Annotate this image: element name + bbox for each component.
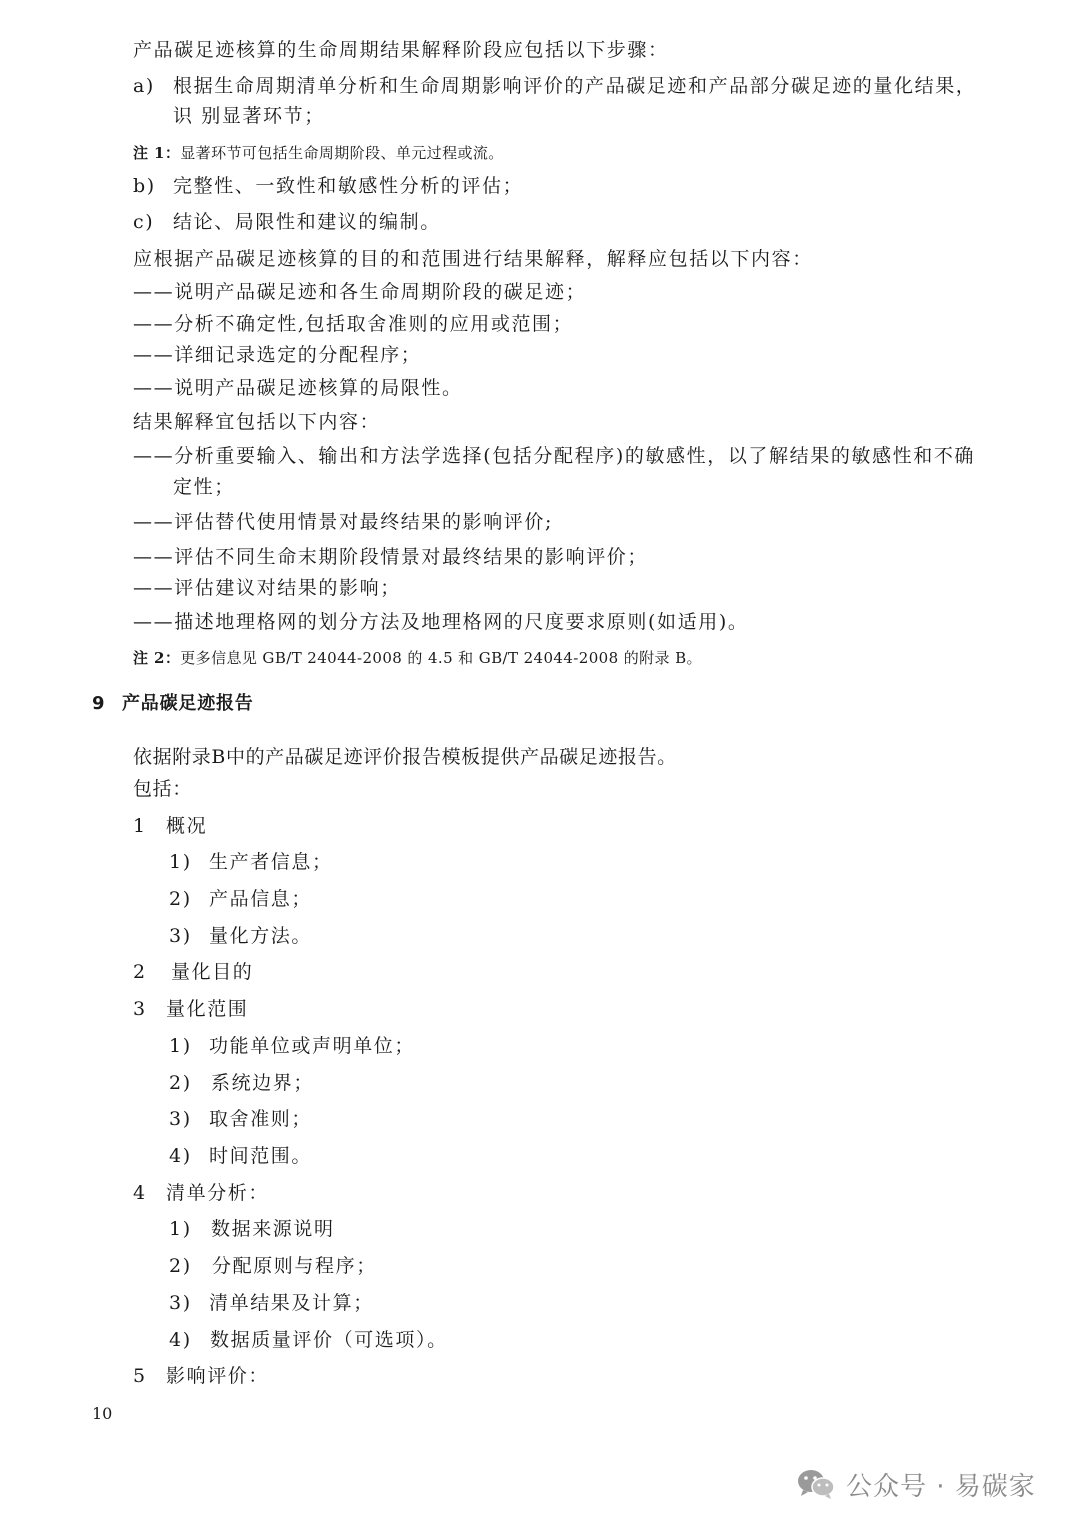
step-c [133,210,441,234]
list-item: ——评估建议对结果的影响； [133,577,401,599]
outline-subitem [169,1254,377,1278]
outline-num: 1 [133,815,147,837]
outline-text: 系统边界； [211,1072,315,1094]
note-2-prefix: 注 2： [133,649,181,667]
outline-text: 分配原则与程序； [212,1255,377,1277]
outline-item [133,1181,269,1205]
outline-num: 1) [169,1035,192,1057]
outline-num: 1) [169,851,192,873]
step-b-text: 完整性、一致性和敏感性分析的评估； [173,175,524,197]
outline-subitem [169,1071,314,1095]
outline-subitem [169,1144,312,1168]
section9-includes: 包括： [133,778,192,800]
outline-num: 4) [169,1145,192,1167]
outline-subitem [169,1107,312,1131]
outline-num: 2) [169,1072,192,1094]
list-item: ——分析不确定性,包括取舍准则的应用或范围； [133,313,574,335]
outline-text: 数据来源说明 [211,1218,335,1240]
list-item: ——说明产品碳足迹核算的局限性。 [133,377,463,399]
outline-num: 4 [133,1182,147,1204]
outline-subitem [169,1291,374,1315]
list-item: ——评估不同生命末期阶段情景对最终结果的影响评价； [133,546,649,568]
list-item: ——描述地理格网的划分方法及地理格网的尺度要求原则(如适用)。 [133,611,749,633]
step-a-label: a) [133,75,155,97]
section9-intro: 依据附录B中的产品碳足迹评价报告模板提供产品碳足迹报告。 [133,746,677,768]
outline-num: 2 [133,961,147,983]
step-b-label: b) [133,175,156,197]
step-a-text: 根据生命周期清单分析和生命周期影响评价的产品碳足迹和产品部分碳足迹的量化结果， [173,75,977,97]
outline-text: 数据质量评价（可选项）。 [210,1329,448,1351]
outline-num: 2) [169,1255,192,1277]
step-c-text: 结论、局限性和建议的编制。 [173,211,441,233]
section-title: 产品碳足迹报告 [122,693,254,714]
step-c-label: c) [133,211,155,233]
step-b [133,174,523,198]
list-item: ——详细记录选定的分配程序； [133,344,422,366]
outline-text: 清单分析： [166,1182,270,1204]
outline-num: 3) [169,1292,192,1314]
outline-text: 量化方法。 [209,925,313,947]
outline-num: 3) [169,1108,192,1130]
outline-num: 1) [169,1218,192,1240]
outline-text: 影响评价： [166,1365,270,1387]
watermark-text: 公众号 · 易碳家 [846,1471,1036,1502]
should-intro: 结果解释宜包括以下内容： [133,411,381,433]
outline-item [133,814,207,838]
list-item: ——评估替代使用情景对最终结果的影响评价; [133,511,554,533]
outline-text: 生产者信息； [209,851,333,873]
step-a [133,74,976,98]
outline-subitem [169,887,312,911]
page-number: 10 [92,1404,113,1423]
step-a-continuation: 识 别显著环节； [173,105,325,127]
outline-subitem [169,1217,335,1241]
note-1 [133,141,504,165]
section-9-heading [92,692,254,716]
note-2-text: 更多信息见 GB/T 24044-2008 的 4.5 和 GB/T 24044-2008 的附录 B。 [180,649,702,667]
outline-num: 4) [169,1329,192,1351]
outline-text: 取舍准则； [209,1108,313,1130]
outline-subitem [169,1034,415,1058]
list-item: ——分析重要输入、输出和方法学选择(包括分配程序)的敏感性，以了解结果的敏感性和不确 [133,445,976,467]
outline-text: 产品信息； [209,888,313,910]
outline-text: 量化范围 [166,998,249,1020]
outline-item [133,1364,269,1388]
outline-text: 量化目的 [171,961,254,983]
wechat-icon [796,1467,836,1501]
note-1-prefix: 注 1： [133,144,181,162]
outline-num: 5 [133,1365,147,1387]
note-2 [133,646,702,670]
list-item-continuation: 定性； [173,476,235,498]
outline-num: 3) [169,925,192,947]
note-1-text: 显著环节可包括生命周期阶段、单元过程或流。 [180,144,504,162]
outline-num: 3 [133,998,147,1020]
list-item: ——说明产品碳足迹和各生命周期阶段的碳足迹； [133,281,587,303]
outline-text: 概况 [166,815,208,837]
outline-subitem [169,850,333,874]
outline-num: 2) [169,888,192,910]
outline-item [133,997,248,1021]
outline-subitem [169,1328,448,1352]
section8-intro: 产品碳足迹核算的生命周期结果解释阶段应包括以下步骤： [133,39,669,61]
outline-item [133,960,253,984]
interpret-intro: 应根据产品碳足迹核算的目的和范围进行结果解释，解释应包括以下内容： [133,248,813,270]
section-number: 9 [92,693,106,714]
outline-text: 时间范围。 [209,1145,313,1167]
watermark [796,1464,1036,1504]
outline-text: 功能单位或声明单位； [209,1035,416,1057]
outline-text: 清单结果及计算； [209,1292,374,1314]
outline-subitem [169,924,312,948]
